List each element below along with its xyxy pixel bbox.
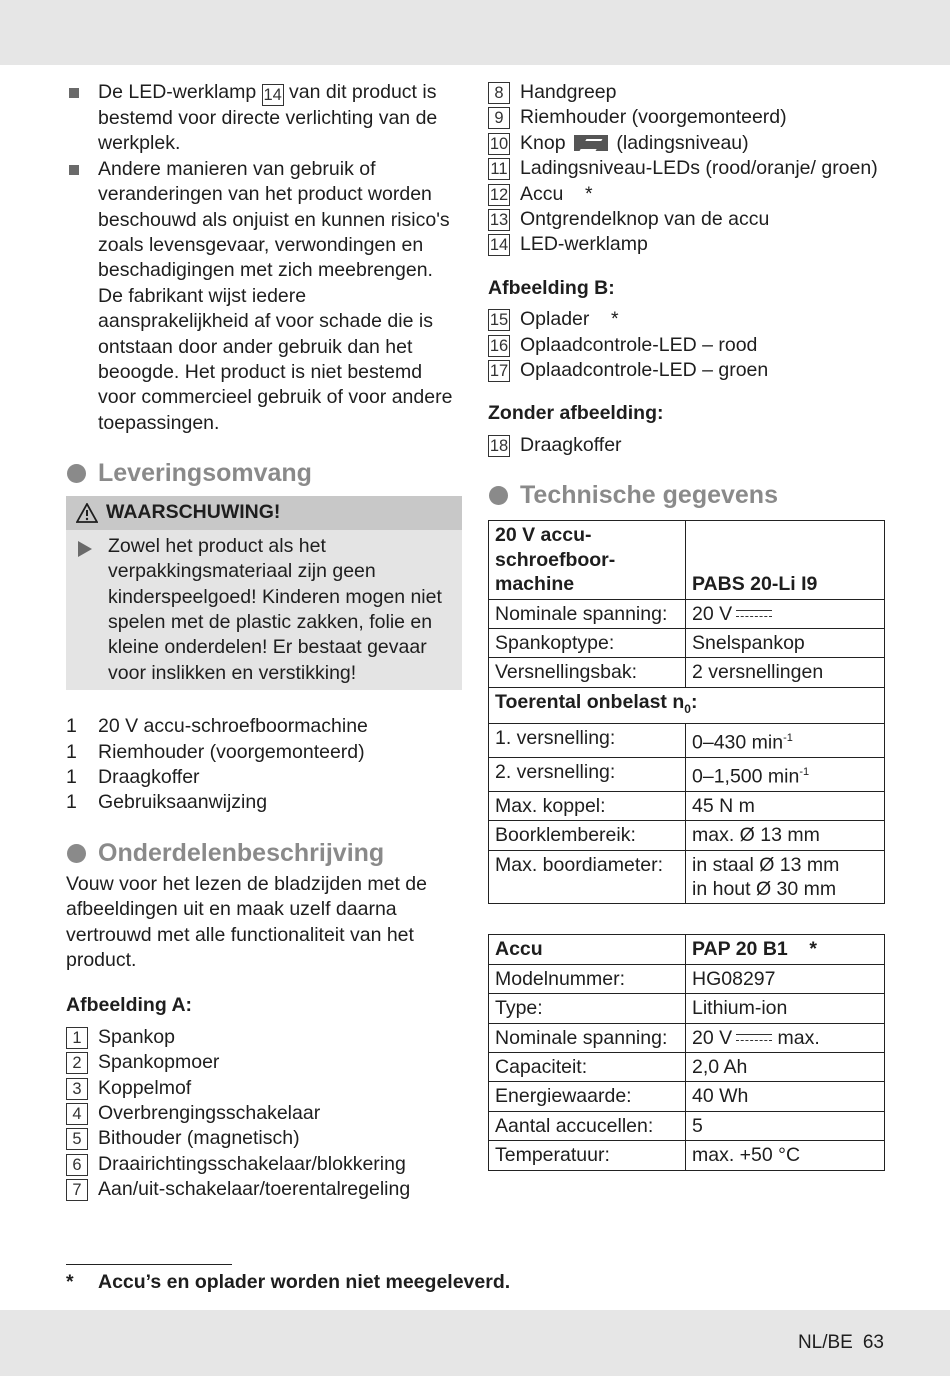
cell-value: 20 V (692, 602, 733, 625)
cell-value: 20 V (692, 1026, 733, 1049)
part-text: Draagkoffer (520, 433, 622, 456)
part-text: Ladingsniveau-LEDs (rood/oranje/ groen) (520, 157, 878, 180)
part-text: Koppelmof (98, 1076, 192, 1099)
table-cell: 2. versnelling: (489, 757, 686, 791)
list-item (66, 740, 462, 765)
part-number-badge: 5 (66, 1128, 88, 1150)
subheader-text: Toerental onbelast n (495, 690, 685, 713)
warning-text: Zowel het product als het verpakkingsmateriaal zijn geen kinderspeelgoed! Kinderen mogen niet spelen met de plastic zakken, folie en kleine onderdelen! Er bestaat gevaar voor inslikken en verstikking! (108, 534, 442, 684)
table-row (489, 1141, 885, 1170)
part-text: (ladingsniveau) (616, 131, 749, 154)
list-item (66, 1177, 462, 1202)
table-row (489, 994, 885, 1023)
list-item (66, 765, 462, 790)
page-footer (788, 1332, 884, 1354)
list-item (66, 1101, 462, 1126)
qty: 1 (66, 740, 77, 763)
table-row (489, 964, 885, 993)
table-row (489, 935, 885, 964)
list-item (66, 1076, 462, 1101)
qty: 1 (66, 765, 77, 788)
item-text: Draagkoffer (98, 765, 200, 788)
list-item (488, 131, 885, 156)
part-number-badge: 17 (489, 362, 509, 381)
table-cell: Capaciteit: (489, 1053, 686, 1082)
part-number-badge: 13 (489, 211, 509, 230)
delivery-list (66, 714, 462, 816)
part-text: Spankopmoer (98, 1051, 220, 1074)
parts-intro: Vouw voor het lezen de bladzijden met de afbeeldingen uit en maak uzelf daarna vertrouwd met alle functionaliteit van het product. (66, 872, 427, 971)
intro-bullet-1 (66, 80, 462, 157)
part-number-badge: 16 (489, 336, 509, 355)
table-cell: Aantal accucellen: (489, 1111, 686, 1140)
part-text: Spankop (98, 1025, 175, 1048)
list-item (488, 105, 885, 130)
table-cell: Nominale spanning: (489, 599, 686, 628)
part-number-badge: 14 (489, 236, 509, 255)
part-number-badge: 14 (263, 86, 282, 104)
list-item (66, 1152, 462, 1177)
table-cell (686, 757, 885, 791)
figure-a-label: Afbeelding A: (66, 994, 193, 1017)
table-row (489, 757, 885, 791)
page-number: 63 (862, 1332, 884, 1353)
footnote-text: Accu’s en oplader worden niet meegeleverd. (98, 1271, 511, 1293)
part-text: Riemhouder (voorgemonteerd) (520, 106, 787, 129)
warning-box (66, 496, 462, 690)
figure-b-label: Afbeelding B: (488, 276, 615, 299)
heading-text: Leveringsomvang (98, 459, 312, 488)
bullet-text: van dit product is bestemd voor directe verlichting van de werkplek. (98, 81, 438, 155)
part-number-badge: 3 (66, 1078, 88, 1100)
section-heading-delivery (66, 458, 462, 488)
list-item (66, 1126, 462, 1151)
list-item (488, 80, 885, 105)
cell-value: in hout Ø 30 mm (692, 878, 837, 901)
part-text: Overbrengingsschakelaar (98, 1102, 321, 1124)
warning-title: WAARSCHUWING! (106, 501, 281, 524)
table-row (489, 850, 885, 904)
part-number-badge: 4 (66, 1103, 88, 1125)
square-bullet-icon (69, 88, 79, 98)
charge-level-button-icon (574, 135, 608, 151)
warning-header (66, 496, 462, 529)
footnote-divider (66, 1264, 232, 1265)
qty: 1 (66, 715, 77, 738)
table-row (489, 1053, 885, 1082)
part-number-badge: 6 (66, 1154, 88, 1176)
heading-dot-icon (67, 844, 86, 863)
table-header-cell: 20 V accu-schroefboor-machine (489, 521, 686, 599)
table-row (489, 724, 885, 758)
list-item (66, 790, 462, 815)
item-text: Riemhouder (voorgemonteerd) (98, 740, 365, 763)
figure-a-list-continued (488, 80, 885, 258)
figure-a-list (66, 1025, 462, 1203)
footnote (66, 1271, 510, 1294)
dc-symbol-icon (736, 1033, 772, 1043)
bullet-text: De LED-werklamp (98, 81, 262, 103)
warning-body (66, 530, 462, 690)
table-cell: Snelspankop (686, 628, 885, 657)
part-text: Oplaadcontrole-LED – rood (520, 333, 758, 356)
square-bullet-icon (69, 165, 79, 175)
section-heading-tech (488, 480, 885, 510)
cell-superscript: -1 (783, 732, 793, 745)
table-header-cell: Accu (489, 935, 686, 964)
cell-superscript: -1 (799, 765, 810, 778)
cell-value: 0–1,500 min (692, 765, 800, 788)
table-cell: Lithium-ion (686, 994, 885, 1023)
table-row (489, 521, 885, 599)
table-cell: max. Ø 13 mm (686, 821, 885, 850)
part-text: Oplaadcontrole-LED – groen (520, 359, 769, 382)
table-cell (686, 850, 885, 904)
table-row (489, 1023, 885, 1052)
part-number-badge: 1 (66, 1027, 88, 1049)
arrow-bullet-icon (78, 541, 92, 557)
part-number-badge: 2 (66, 1052, 88, 1074)
part-text: Ontgrendelknop van de accu (520, 208, 770, 231)
list-item (66, 1050, 462, 1075)
table-cell: 40 Wh (686, 1082, 885, 1111)
part-text: Aan/uit-schakelaar/toerentalregeling (98, 1178, 411, 1201)
cell-value: in staal Ø 13 mm (692, 853, 840, 876)
subheader-subscript: 0 (684, 701, 691, 716)
table-cell: Type: (489, 994, 686, 1023)
table-cell: Energiewaarde: (489, 1082, 686, 1111)
list-item (488, 182, 885, 207)
part-text: Oplader * (520, 308, 619, 331)
table-cell: 2,0 Ah (686, 1053, 885, 1082)
table-cell: Max. boordiameter: (489, 850, 686, 904)
table-row (489, 821, 885, 850)
table-cell (686, 599, 885, 628)
spec-table-battery (488, 934, 885, 1170)
table-cell: 45 N m (686, 791, 885, 820)
list-item (488, 433, 885, 458)
part-number-badge: 10 (489, 134, 509, 153)
no-figure-list (488, 433, 885, 458)
part-number-badge: 7 (66, 1179, 88, 1201)
table-cell: Boorklembereik: (489, 821, 686, 850)
item-text: 20 V accu-schroefboormachine (98, 715, 368, 738)
table-subheader-cell (489, 687, 885, 723)
table-row (489, 791, 885, 820)
table-cell (686, 1023, 885, 1052)
table-row (489, 1082, 885, 1111)
bullet-text: Andere manieren van gebruik of veranderingen van het product worden beschouwd als onjuist en kunnen risico's zoals levensgevaar, verwondingen en beschadigingen met zich meebrengen. De fabrikant wijst iedere aansprakelijkheid af voor schade die is ontstaan door ander gebruik dan het beoogde. Het product is niet bestemd voor commercieel gebruik of voor andere toepassingen. (98, 157, 453, 434)
heading-text: Technische gegevens (520, 481, 778, 510)
part-text: Knop (520, 131, 566, 154)
part-text: Draairichtingsschakelaar/blokkering (98, 1152, 406, 1175)
table-cell: 5 (686, 1111, 885, 1140)
footer-language: NL/BE (797, 1332, 853, 1353)
part-number-badge: 9 (488, 107, 510, 129)
footnote-marker: * (66, 1271, 74, 1293)
part-number-badge: 11 (488, 158, 510, 180)
table-row (489, 1111, 885, 1140)
list-item (488, 207, 885, 232)
cell-value: 0–430 min (692, 731, 784, 754)
list-item (66, 1025, 462, 1050)
table-cell: Versnellingsbak: (489, 658, 686, 687)
heading-dot-icon (489, 486, 508, 505)
list-item (488, 358, 885, 383)
list-item (488, 333, 885, 358)
table-row (489, 687, 885, 723)
table-cell: Nominale spanning: (489, 1023, 686, 1052)
part-number-badge: 15 (489, 311, 509, 330)
spec-table-drill (488, 520, 885, 904)
item-text: Gebruiksaanwijzing (98, 791, 268, 814)
table-header-cell: PABS 20-Li I9 (686, 521, 885, 599)
part-number-badge: 8 (488, 82, 510, 104)
list-item (488, 156, 885, 181)
part-number-badge: 12 (489, 185, 509, 204)
table-cell: Modelnummer: (489, 964, 686, 993)
part-text: Bithouder (magnetisch) (98, 1127, 300, 1150)
list-item (488, 307, 885, 332)
dc-symbol-icon (736, 609, 772, 619)
left-column (66, 80, 462, 1203)
figure-b-list (488, 307, 885, 383)
table-header-cell: PAP 20 B1 * (686, 935, 885, 964)
part-number-badge: 18 (489, 436, 509, 455)
intro-bullet-2 (66, 157, 462, 436)
table-cell: Temperatuur: (489, 1141, 686, 1170)
part-text: Handgreep (520, 81, 617, 103)
right-column (488, 80, 885, 1171)
warning-triangle-icon (76, 503, 98, 523)
table-cell (686, 724, 885, 758)
part-text: LED-werklamp (520, 233, 648, 256)
table-row (489, 658, 885, 687)
heading-dot-icon (67, 464, 86, 483)
qty: 1 (66, 791, 77, 814)
table-cell: 1. versnelling: (489, 724, 686, 758)
table-cell: Max. koppel: (489, 791, 686, 820)
table-cell: Spankoptype: (489, 628, 686, 657)
table-row (489, 599, 885, 628)
subheader-colon: : (690, 690, 698, 713)
table-row (489, 628, 885, 657)
table-cell: HG08297 (686, 964, 885, 993)
list-item (66, 714, 462, 739)
list-item (488, 232, 885, 257)
section-heading-parts (66, 838, 462, 868)
part-text: Accu * (520, 182, 593, 205)
cell-value: max. (772, 1026, 820, 1049)
header-band (0, 0, 950, 65)
no-figure-label: Zonder afbeelding: (488, 402, 664, 425)
table-cell: max. +50 °C (686, 1141, 885, 1170)
table-cell: 2 versnellingen (686, 658, 885, 687)
heading-text: Onderdelenbeschrijving (98, 838, 385, 867)
